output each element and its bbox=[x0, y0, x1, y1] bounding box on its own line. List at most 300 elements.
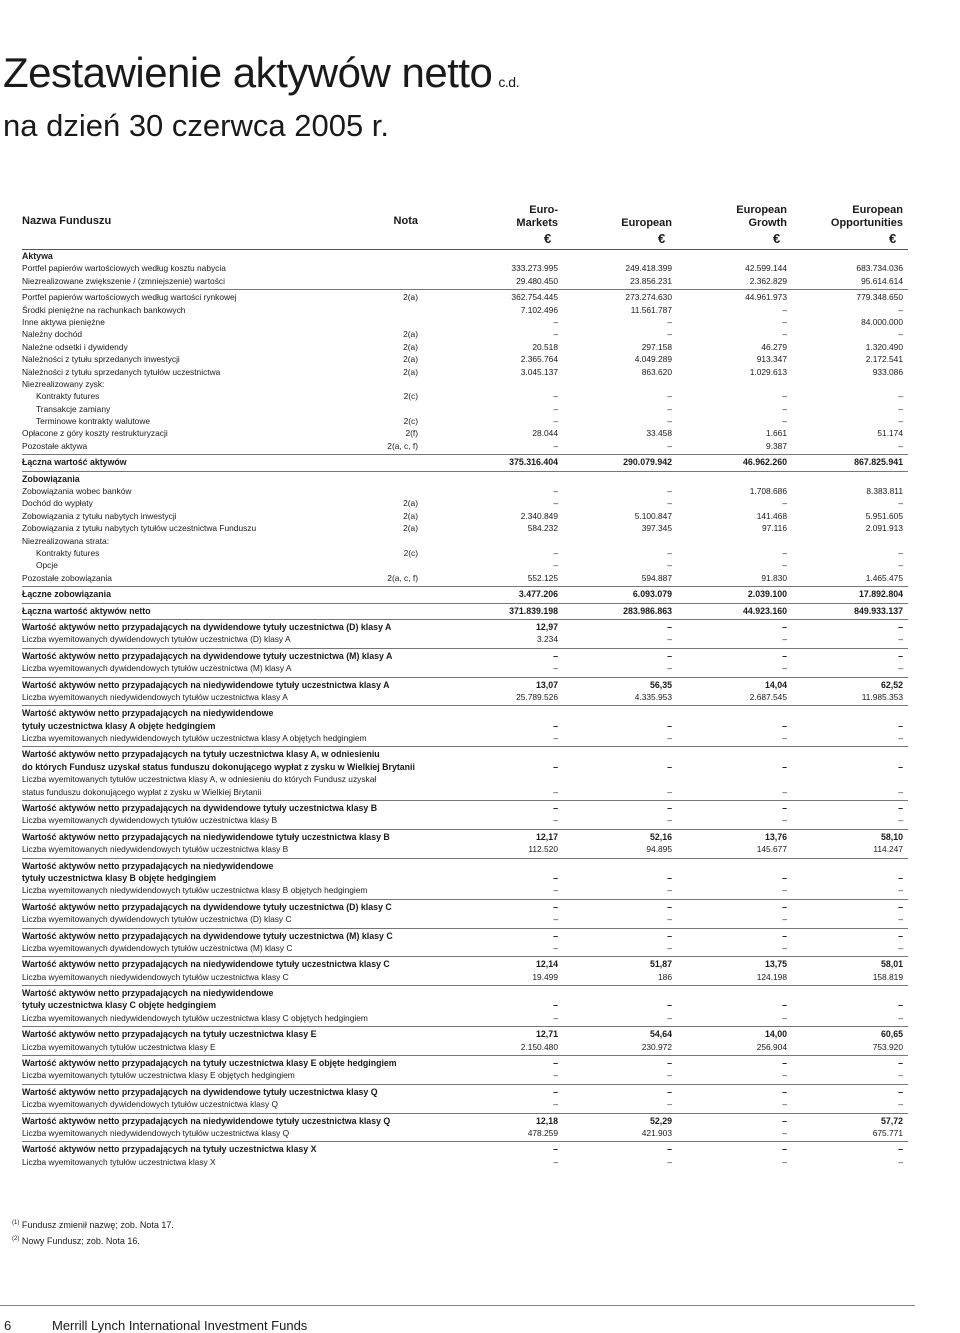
row-nota: 2(a) bbox=[403, 354, 418, 365]
row-value: – bbox=[667, 1070, 672, 1081]
table-row bbox=[22, 942, 908, 954]
row-value: 3.234 bbox=[537, 634, 558, 645]
row-label: status funduszu dokonującego wypłat z zysku w Wielkiej Brytanii bbox=[22, 786, 262, 797]
table-row bbox=[22, 831, 908, 843]
row-label: Liczba wyemitowanych dywidendowych tytułów uczestnictwa (M) klasy C bbox=[22, 942, 293, 953]
row-value: – bbox=[782, 329, 787, 340]
row-label: Wartość aktywów netto przypadających na niedywidendowe bbox=[22, 860, 274, 871]
table-row bbox=[22, 930, 908, 942]
table-row bbox=[22, 1143, 908, 1155]
row-value: – bbox=[782, 1070, 787, 1081]
row-value: – bbox=[782, 1115, 787, 1126]
row-value: 29.480.450 bbox=[516, 275, 558, 286]
row-value: – bbox=[898, 391, 903, 402]
row-label: Liczba wyemitowanych dywidendowych tytułów uczestnictwa klasy B bbox=[22, 815, 278, 826]
row-value: – bbox=[782, 1099, 787, 1110]
page-subtitle: na dzień 30 czerwca 2005 r. bbox=[3, 108, 390, 143]
row-value: – bbox=[667, 1144, 672, 1155]
column-header-line1: European bbox=[852, 204, 903, 216]
row-value: 20.518 bbox=[532, 341, 558, 352]
row-value: 273.274.630 bbox=[625, 292, 672, 303]
row-value: – bbox=[667, 914, 672, 925]
row-value: 6.093.079 bbox=[632, 589, 672, 600]
row-value: – bbox=[782, 547, 787, 558]
table-row bbox=[22, 353, 908, 365]
row-value: 46.962.260 bbox=[742, 457, 787, 468]
row-value: 51.174 bbox=[877, 428, 903, 439]
row-value: 1.029.613 bbox=[749, 366, 787, 377]
row-label: Środki pieniężne na rachunkach bankowych bbox=[22, 304, 186, 315]
column-header-european bbox=[558, 204, 672, 230]
footnote bbox=[12, 1216, 174, 1232]
row-value: 5.951.605 bbox=[865, 510, 903, 521]
row-value: – bbox=[553, 663, 558, 674]
section-heading bbox=[22, 250, 908, 262]
table-row bbox=[22, 843, 908, 855]
column-header-european-opportunities bbox=[787, 204, 903, 230]
row-value: 186 bbox=[658, 971, 672, 982]
row-label: Wartość aktywów netto przypadających na niedywidendowe tytuły uczestnictwa klasy B bbox=[22, 831, 390, 842]
row-value: – bbox=[898, 621, 903, 632]
table-row bbox=[22, 748, 908, 760]
row-value: – bbox=[667, 547, 672, 558]
nota-header: Nota bbox=[393, 215, 418, 227]
row-label: Portfel papierów wartościowych według kosztu nabycia bbox=[22, 263, 226, 274]
row-value: – bbox=[553, 1144, 558, 1155]
row-value: 114.247 bbox=[873, 844, 903, 855]
row-value: 95.614.614 bbox=[861, 275, 903, 286]
row-value: 594.887 bbox=[641, 572, 672, 583]
table-row bbox=[22, 860, 908, 872]
row-label: Opłacone z góry koszty restrukturyzacji bbox=[22, 428, 168, 439]
row-value: 2.340.849 bbox=[520, 510, 558, 521]
row-value: – bbox=[667, 486, 672, 497]
row-value: – bbox=[553, 391, 558, 402]
row-value: 112.520 bbox=[528, 844, 558, 855]
page-title bbox=[3, 49, 519, 96]
table-row bbox=[22, 522, 908, 534]
row-value: 913.347 bbox=[756, 354, 787, 365]
row-label: Liczba wyemitowanych tytułów uczestnictwa klasy E bbox=[22, 1041, 216, 1052]
row-value: 44.961.973 bbox=[745, 292, 787, 303]
table-row bbox=[22, 427, 908, 439]
table-row bbox=[22, 1127, 908, 1139]
table-row bbox=[22, 262, 908, 274]
row-value: – bbox=[553, 1156, 558, 1167]
row-value: – bbox=[553, 914, 558, 925]
row-label: Transakcje zamiany bbox=[36, 403, 111, 414]
row-value: 2.362.829 bbox=[749, 275, 787, 286]
row-value: 56,35 bbox=[649, 679, 672, 690]
row-value: 933.086 bbox=[872, 366, 903, 377]
column-header-line2: Opportunities bbox=[830, 217, 903, 229]
row-value: – bbox=[667, 1086, 672, 1097]
row-nota: 2(a, c, f) bbox=[387, 440, 418, 451]
row-label: Łączna wartość aktywów bbox=[22, 457, 127, 468]
row-nota: 2(c) bbox=[403, 391, 418, 402]
row-nota: 2(c) bbox=[403, 547, 418, 558]
table-row bbox=[22, 316, 908, 328]
row-value: – bbox=[553, 803, 558, 814]
row-value: 552.125 bbox=[527, 572, 558, 583]
row-value: – bbox=[782, 942, 787, 953]
row-value: – bbox=[667, 942, 672, 953]
currency-european-growth: € bbox=[773, 231, 781, 246]
row-value: – bbox=[553, 1000, 558, 1011]
column-header-line1 bbox=[558, 204, 672, 217]
column-header-line1: Euro- bbox=[529, 204, 558, 216]
table-row bbox=[22, 547, 908, 559]
row-label: Zobowiązania z tytułu nabytych inwestycji bbox=[22, 510, 177, 521]
row-value: – bbox=[898, 942, 903, 953]
row-value: – bbox=[782, 621, 787, 632]
row-value: – bbox=[553, 440, 558, 451]
row-value: 5.100.847 bbox=[634, 510, 672, 521]
table-row bbox=[22, 814, 908, 826]
row-value: 52,16 bbox=[649, 831, 672, 842]
row-value: – bbox=[553, 872, 558, 883]
row-value: 23.856.231 bbox=[630, 275, 672, 286]
table-row bbox=[22, 275, 908, 287]
row-value: – bbox=[782, 786, 787, 797]
row-value: 584.232 bbox=[527, 523, 558, 534]
row-value: – bbox=[782, 1128, 787, 1138]
row-label: Niezrealizowane zwiększenie / (zmniejszenie) wartości bbox=[22, 275, 225, 286]
table-row bbox=[22, 650, 908, 662]
publication-name: Merrill Lynch International Investment Funds bbox=[52, 1318, 308, 1333]
row-label: Należności z tytułu sprzedanych inwestycji bbox=[22, 354, 180, 365]
row-value: – bbox=[898, 872, 903, 883]
row-label: Niezrealizowana strata: bbox=[22, 535, 110, 546]
row-label: Liczba wyemitowanych niedywidendowych tytułów uczestnictwa klasy B bbox=[22, 844, 289, 855]
row-value: 256.904 bbox=[756, 1041, 787, 1052]
row-label: Liczba wyemitowanych tytułów uczestnictwa klasy E objętych hedgingiem bbox=[22, 1070, 295, 1081]
table-row bbox=[22, 1028, 908, 1040]
row-label: Wartość aktywów netto przypadających na dywidendowe tytuły uczestnictwa (M) klasy A bbox=[22, 650, 393, 661]
row-value: – bbox=[898, 663, 903, 674]
table-row bbox=[22, 390, 908, 402]
table-row bbox=[22, 662, 908, 674]
row-value: – bbox=[667, 621, 672, 632]
row-value: – bbox=[667, 316, 672, 327]
row-value: – bbox=[898, 304, 903, 315]
row-value: 11.561.787 bbox=[630, 304, 672, 315]
page-number: 6 bbox=[4, 1318, 12, 1333]
row-value: 12,71 bbox=[535, 1029, 558, 1040]
row-value: 62,52 bbox=[880, 679, 903, 690]
row-value: – bbox=[898, 329, 903, 340]
row-label: Wartość aktywów netto przypadających na tytuły uczestnictwa klasy X bbox=[22, 1144, 317, 1155]
row-value: 2.150.480 bbox=[520, 1041, 558, 1052]
row-value: 1.465.475 bbox=[865, 572, 903, 583]
row-nota: 2(f) bbox=[405, 428, 418, 439]
row-value: 58,10 bbox=[880, 831, 903, 842]
row-value: – bbox=[667, 1012, 672, 1023]
row-value: 2.687.545 bbox=[749, 691, 787, 702]
row-label: Liczba wyemitowanych niedywidendowych tytułów uczestnictwa klasy Q bbox=[22, 1128, 290, 1138]
table-row bbox=[22, 633, 908, 645]
row-value: 371.839.198 bbox=[509, 605, 558, 616]
row-value: – bbox=[782, 391, 787, 402]
row-value: – bbox=[553, 815, 558, 826]
table-row bbox=[22, 720, 908, 732]
row-value: – bbox=[782, 416, 787, 427]
row-value: 1.320.490 bbox=[865, 341, 903, 352]
row-value: – bbox=[898, 930, 903, 941]
row-value: – bbox=[782, 1000, 787, 1011]
table-row bbox=[22, 1098, 908, 1110]
table-row bbox=[22, 884, 908, 896]
row-label: Liczba wyemitowanych dywidendowych tytułów uczestnictwa klasy Q bbox=[22, 1099, 279, 1110]
row-value: 12,17 bbox=[535, 831, 558, 842]
row-nota: 2(a) bbox=[403, 341, 418, 352]
row-value: – bbox=[553, 650, 558, 661]
row-value: – bbox=[553, 761, 558, 772]
row-nota: 2(a) bbox=[403, 292, 418, 303]
row-label: Portfel papierów wartościowych według wartości rynkowej bbox=[22, 292, 237, 303]
row-value: – bbox=[898, 914, 903, 925]
row-value: 42.599.144 bbox=[745, 263, 787, 274]
row-value: 33.458 bbox=[646, 428, 672, 439]
row-value: 4.049.289 bbox=[634, 354, 672, 365]
row-label: Opcje bbox=[36, 560, 58, 571]
row-value: – bbox=[553, 786, 558, 797]
row-value: – bbox=[667, 901, 672, 912]
table-row bbox=[22, 958, 908, 970]
row-nota: 2(a, c, f) bbox=[387, 572, 418, 583]
column-header-euro-markets bbox=[432, 204, 558, 230]
row-label: Należny dochód bbox=[22, 329, 83, 340]
row-value: 14,04 bbox=[764, 679, 787, 690]
row-value: 3.045.137 bbox=[520, 366, 558, 377]
table-row bbox=[22, 691, 908, 703]
row-value: – bbox=[553, 329, 558, 340]
row-value: – bbox=[782, 914, 787, 925]
row-label: Wartość aktywów netto przypadających na niedywidendowe bbox=[22, 988, 274, 999]
row-label: Terminowe kontrakty walutowe bbox=[36, 416, 151, 427]
row-value: – bbox=[553, 1070, 558, 1081]
row-nota: 2(a) bbox=[403, 329, 418, 340]
row-value: – bbox=[898, 733, 903, 744]
row-value: – bbox=[667, 733, 672, 744]
column-header-line2: European bbox=[621, 217, 672, 229]
table-row bbox=[22, 1115, 908, 1127]
footnote-text: Nowy Fundusz; zob. Nota 16. bbox=[21, 1236, 140, 1246]
row-value: – bbox=[667, 416, 672, 427]
row-value: – bbox=[782, 803, 787, 814]
row-label: Niezrealizowany zysk: bbox=[22, 378, 105, 389]
currency-euro-markets: € bbox=[544, 231, 552, 246]
table-row bbox=[22, 679, 908, 691]
row-value: – bbox=[553, 486, 558, 497]
row-value: – bbox=[667, 1156, 672, 1167]
row-nota: 2(c) bbox=[403, 416, 418, 427]
row-label: Należne odsetki i dywidendy bbox=[22, 341, 128, 352]
row-value: 9.387 bbox=[766, 440, 787, 451]
row-value: – bbox=[667, 329, 672, 340]
row-value: – bbox=[898, 1012, 903, 1023]
row-value: – bbox=[782, 720, 787, 731]
row-label: Liczba wyemitowanych dywidendowych tytułów uczestnictwa (M) klasy A bbox=[22, 663, 292, 674]
table-row bbox=[22, 732, 908, 744]
row-value: – bbox=[898, 1144, 903, 1155]
row-value: 28.044 bbox=[532, 428, 558, 439]
row-value: 290.079.942 bbox=[623, 457, 672, 468]
row-value: 397.345 bbox=[641, 523, 672, 534]
table-row bbox=[22, 366, 908, 378]
row-value: – bbox=[667, 885, 672, 896]
row-value: – bbox=[667, 803, 672, 814]
row-value: 84.000.000 bbox=[861, 316, 903, 327]
row-value: 7.102.496 bbox=[520, 304, 558, 315]
row-label: Łączne zobowiązania bbox=[22, 589, 111, 600]
row-value: – bbox=[667, 1058, 672, 1069]
row-value: 779.348.650 bbox=[856, 292, 903, 303]
table-row bbox=[22, 901, 908, 913]
row-label: Wartość aktywów netto przypadających na niedywidendowe tytuły uczestnictwa klasy C bbox=[22, 959, 390, 970]
row-label: Liczba wyemitowanych niedywidendowych tytułów uczestnictwa klasy C objętych hedgingiem bbox=[22, 1012, 368, 1023]
row-value: – bbox=[898, 815, 903, 826]
column-header-european-growth bbox=[672, 204, 787, 230]
table-row bbox=[22, 621, 908, 633]
row-value: – bbox=[898, 1070, 903, 1081]
row-label: Wartość aktywów netto przypadających na dywidendowe tytuły uczestnictwa (M) klasy C bbox=[22, 930, 393, 941]
row-value: 13,75 bbox=[764, 959, 787, 970]
row-value: 19.499 bbox=[532, 971, 558, 982]
page-title-text: Zestawienie aktywów netto bbox=[3, 49, 493, 96]
row-value: – bbox=[782, 1156, 787, 1167]
row-label: Wartość aktywów netto przypadających na tytuły uczestnictwa klasy A, w odniesieniu bbox=[22, 749, 380, 760]
row-label: tytuły uczestnictwa klasy C objęte hedgingiem bbox=[22, 1000, 217, 1011]
row-value: – bbox=[667, 1000, 672, 1011]
row-value: 375.316.404 bbox=[509, 457, 558, 468]
row-value: – bbox=[898, 403, 903, 414]
table-row bbox=[22, 1086, 908, 1098]
table-row bbox=[22, 999, 908, 1011]
column-header-line2: Markets bbox=[516, 217, 558, 229]
table-row bbox=[22, 1069, 908, 1081]
row-label: Liczba wyemitowanych tytułów uczestnictwa klasy A, w odniesieniu do których Fundusz uzyskał bbox=[22, 774, 377, 785]
table-row bbox=[22, 415, 908, 427]
row-value: – bbox=[782, 634, 787, 645]
row-value: – bbox=[782, 733, 787, 744]
table-row bbox=[22, 1041, 908, 1053]
row-value: 52,29 bbox=[649, 1115, 672, 1126]
row-value: 94.895 bbox=[646, 844, 672, 855]
row-value: 25.789.526 bbox=[516, 691, 558, 702]
row-value: 230.972 bbox=[641, 1041, 672, 1052]
row-value: – bbox=[898, 885, 903, 896]
row-value: 753.920 bbox=[872, 1041, 903, 1052]
row-value: 478.259 bbox=[527, 1128, 558, 1138]
row-value: – bbox=[898, 1099, 903, 1110]
row-value: 158.819 bbox=[872, 971, 903, 982]
footnote bbox=[12, 1232, 174, 1248]
row-label: Pozostałe zobowiązania bbox=[22, 572, 112, 583]
fund-name-header: Nazwa Funduszu bbox=[22, 215, 112, 227]
row-value: 362.754.445 bbox=[511, 292, 558, 303]
table-row bbox=[22, 378, 908, 390]
row-value: – bbox=[667, 391, 672, 402]
row-value: 11.985.353 bbox=[861, 691, 903, 702]
row-label: Wartość aktywów netto przypadających na dywidendowe tytuły uczestnictwa klasy B bbox=[22, 803, 378, 814]
row-value: – bbox=[898, 547, 903, 558]
table-row bbox=[22, 497, 908, 509]
row-value: – bbox=[898, 1000, 903, 1011]
row-nota: 2(a) bbox=[403, 523, 418, 534]
table-row bbox=[22, 440, 908, 452]
row-value: 17.892.804 bbox=[858, 589, 903, 600]
row-label: Łączna wartość aktywów netto bbox=[22, 605, 151, 616]
row-value: – bbox=[898, 1156, 903, 1167]
row-value: – bbox=[782, 1144, 787, 1155]
row-value: – bbox=[898, 560, 903, 571]
row-label: Dochód do wypłaty bbox=[22, 498, 93, 509]
row-label: Liczba wyemitowanych niedywidendowych tytułów uczestnictwa klasy C bbox=[22, 971, 289, 982]
row-value: 57,72 bbox=[880, 1115, 903, 1126]
row-value: – bbox=[898, 901, 903, 912]
row-label: Wartość aktywów netto przypadających na dywidendowe tytuły uczestnictwa (D) klasy A bbox=[22, 621, 392, 632]
table-row bbox=[22, 1012, 908, 1024]
table-row bbox=[22, 328, 908, 340]
row-label: tytuły uczestnictwa klasy A objęte hedgingiem bbox=[22, 720, 216, 731]
row-label: Kontrakty futures bbox=[36, 547, 100, 558]
row-label: Zobowiązania z tytułu nabytych tytułów uczestnictwa Funduszu bbox=[22, 523, 257, 534]
column-header-line1: European bbox=[736, 204, 787, 216]
footnote-mark: (2) bbox=[12, 1236, 20, 1242]
row-value: – bbox=[553, 942, 558, 953]
table-row bbox=[22, 707, 908, 719]
row-value: – bbox=[782, 1086, 787, 1097]
row-value: 58,01 bbox=[880, 959, 903, 970]
row-value: – bbox=[553, 1099, 558, 1110]
row-value: – bbox=[553, 560, 558, 571]
row-label: Zobowiązania bbox=[22, 473, 80, 484]
row-value: 14,00 bbox=[764, 1029, 787, 1040]
row-label: Pozostałe aktywa bbox=[22, 440, 88, 451]
row-value: – bbox=[782, 650, 787, 661]
row-label: Liczba wyemitowanych niedywidendowych tytułów uczestnictwa klasy A objętych hedgingiem bbox=[22, 733, 367, 744]
row-value: – bbox=[553, 316, 558, 327]
currency-european: € bbox=[658, 231, 666, 246]
row-value: – bbox=[782, 761, 787, 772]
row-value: – bbox=[553, 1086, 558, 1097]
row-value: – bbox=[782, 316, 787, 327]
row-value: – bbox=[782, 560, 787, 571]
net-assets-table bbox=[22, 250, 908, 1168]
table-row bbox=[22, 1156, 908, 1168]
table-row bbox=[22, 971, 908, 983]
row-value: – bbox=[782, 1058, 787, 1069]
table-row bbox=[22, 535, 908, 547]
row-value: – bbox=[667, 498, 672, 509]
row-value: – bbox=[553, 1058, 558, 1069]
row-value: 249.418.399 bbox=[625, 263, 672, 274]
row-value: – bbox=[667, 650, 672, 661]
table-header bbox=[22, 200, 908, 250]
table-row bbox=[22, 341, 908, 353]
row-label: do których Fundusz uzyskał status funduszu dokonującego wypłat z zysku w Wielkiej Brytanii bbox=[22, 761, 415, 772]
row-value: 12,14 bbox=[535, 959, 558, 970]
row-label: Liczba wyemitowanych dywidendowych tytułów uczestnictwa (D) klasy A bbox=[22, 634, 291, 645]
row-value: 46.279 bbox=[761, 341, 787, 352]
row-value: – bbox=[667, 560, 672, 571]
row-label: Należności z tytułu sprzedanych tytułów uczestnictwa bbox=[22, 366, 221, 377]
section-heading bbox=[22, 473, 908, 485]
row-value: – bbox=[898, 1058, 903, 1069]
column-header-line2: Growth bbox=[748, 217, 787, 229]
row-value: 2.365.764 bbox=[520, 354, 558, 365]
